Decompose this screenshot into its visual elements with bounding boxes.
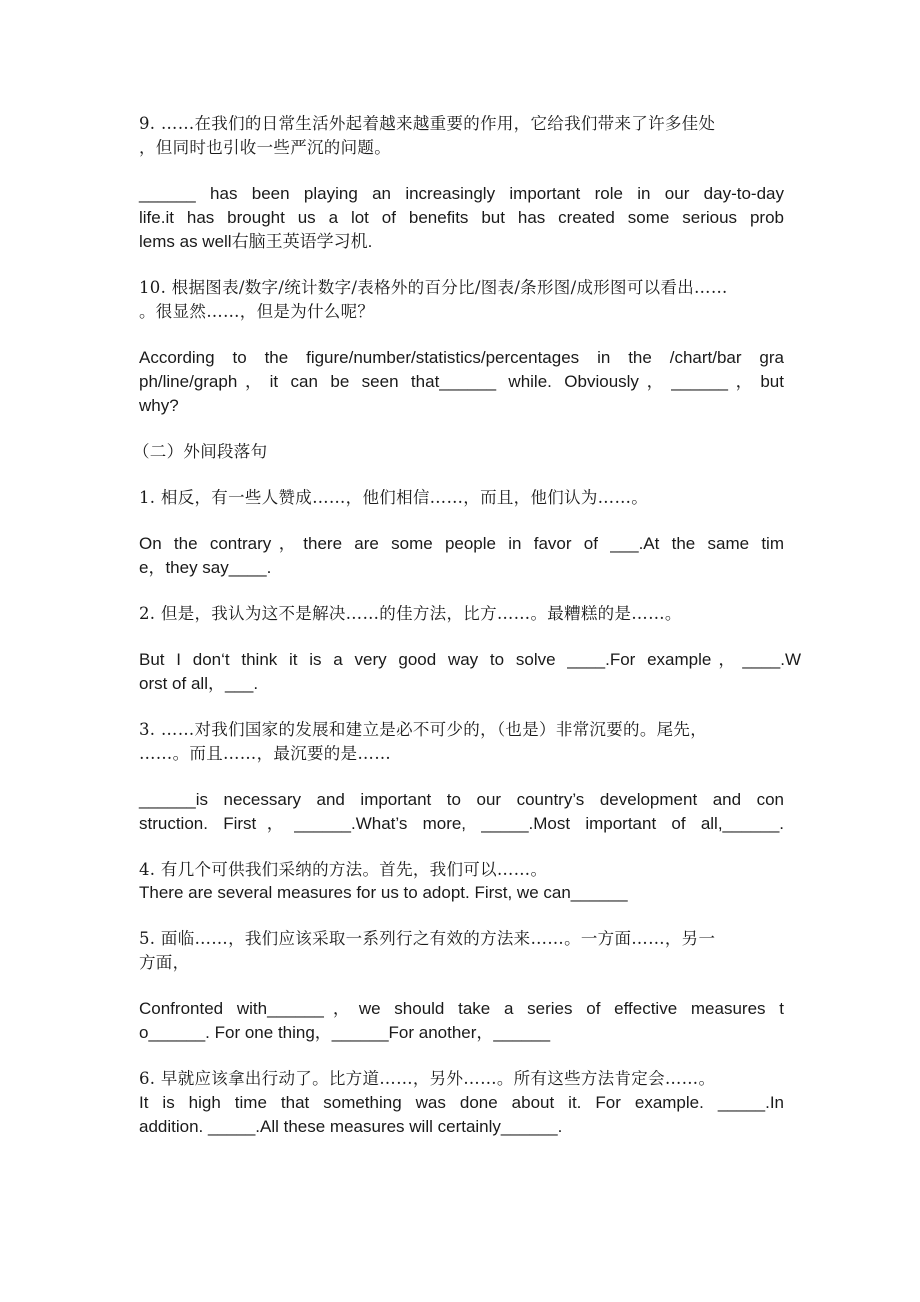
section-item-6-english-line-1: It is high time that something was done about it. For example. _____.In xyxy=(139,1093,784,1112)
section-item-5-english-line-2: o______. For one thing，______For another，______ xyxy=(139,1023,551,1042)
section-item-4-english: There are several measures for us to adopt. First, we can______ xyxy=(139,883,628,902)
section-item-3-chinese-line-2: ……。而且……，最沉要的是…… xyxy=(139,744,391,763)
section-item-3-english-line-2: struction. First，______.What’s more, _____.Most important of all,______. xyxy=(139,814,784,833)
section-item-3-chinese-line-1: 3. ……对我们国家的发展和建立是必不可少的，（也是）非常沉要的。尾先， xyxy=(139,720,708,739)
section-item-1-chinese: 1. 相反，有一些人赞成……，他们相信……，而且，他们认为……。 xyxy=(139,488,649,507)
section-item-6-chinese: 6. 早就应该拿出行动了。比方道……，另外……。所有这些方法肯定会……。 xyxy=(139,1069,716,1088)
item-9-english-line-3: lems as well右脑王英语学习机. xyxy=(139,232,373,251)
item-10-english-line-1: According to the figure/number/statistics/percentages in the /chart/bar gra xyxy=(139,348,784,367)
section-item-3-english-line-1: ______is necessary and important to our country’s development and con xyxy=(139,790,784,809)
item-10-chinese-line-1: 10. 根据图表/数字/统计数字/表格外的百分比/图表/条形图/成形图可以看出…… xyxy=(139,278,728,297)
item-9-english-line-1: ______ has been playing an increasingly important role in our day-to-day xyxy=(139,184,784,203)
item-10-chinese-line-2: 。很显然……，但是为什么呢？ xyxy=(139,302,375,321)
section-item-4-chinese: 4. 有几个可供我们采纳的方法。首先，我们可以……。 xyxy=(139,860,548,879)
section-item-1-english-line-1: On the contrary，there are some people in favor of ___.At the same tim xyxy=(139,534,784,553)
section-item-5-chinese-line-1: 5. 面临……，我们应该采取一系列行之有效的方法来……。一方面……，另一 xyxy=(139,929,716,948)
section-item-2-english-line-1: But I don‘t think it is a very good way to solve ____.For example，____.W xyxy=(139,650,801,669)
section-item-5-chinese-line-2: 方面， xyxy=(139,953,190,972)
section-item-2-chinese: 2. 但是，我认为这不是解决……的佳方法，比方……。最糟糕的是……。 xyxy=(139,604,682,623)
section-item-2-english-line-2: orst of all，___. xyxy=(139,674,259,693)
item-9-chinese-line-2: ，但同时也引收一些严沉的问题。 xyxy=(139,138,391,157)
item-10-english-line-3: why? xyxy=(139,396,179,415)
section-item-6-english-line-2: addition. _____.All these measures will certainly______. xyxy=(139,1117,563,1136)
section-heading: （二）外间段落句 xyxy=(133,442,268,461)
item-10-english-line-2: ph/line/graph，it can be seen that______ while. Obviously，______，but xyxy=(139,372,784,391)
section-item-5-english-line-1: Confronted with______，we should take a series of effective measures t xyxy=(139,999,784,1018)
item-9-chinese-line-1: 9. ……在我们的日常生活外起着越来越重要的作用，它给我们带来了许多佳处 xyxy=(139,114,716,133)
item-9-english-line-2: life.it has brought us a lot of benefits but has created some serious prob xyxy=(139,208,784,227)
section-item-1-english-line-2: e，they say____. xyxy=(139,558,272,577)
